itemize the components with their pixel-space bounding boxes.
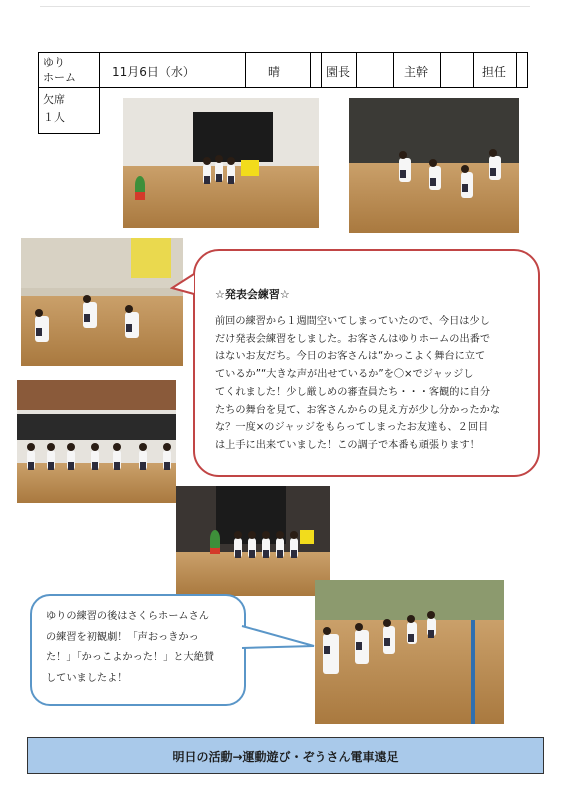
date-text: 11月6日（水） [112,65,195,79]
teacher-label: 担任 [482,65,507,79]
class-name: ゆり ホーム [43,56,76,84]
weather-text: 晴 [268,65,281,79]
weather-cell [245,52,311,88]
photo-seated-audience [315,580,504,724]
photo-audience-kids [349,98,519,233]
next-day-activity-text: 明日の活動→運動遊び・ぞうさん電車遠足 [172,750,399,764]
next-day-activity-bar [27,737,544,774]
bubble2-tail [240,618,320,658]
supervisor-stamp-cell [440,52,474,88]
teacher-label-cell [473,52,517,88]
photo-judging-kids [21,238,183,366]
date-cell [99,52,246,88]
principal-label-cell [321,52,357,88]
absence-cell [38,87,100,134]
class-name-cell [38,52,100,88]
principal-label: 園長 [326,65,351,79]
photo-sakura-stage [176,486,330,596]
photo-hall-wide [17,380,176,503]
principal-stamp-cell [356,52,394,88]
report-title: ☆発表会練習☆ [215,288,290,301]
supervisor-label-cell [393,52,441,88]
bubble1-tail [170,270,200,300]
teacher-stamp-cell [516,52,528,88]
photo-stage-practice [123,98,319,228]
report-body: 前回の練習から１週間空いてしまっていたので、今日は少し だけ発表会練習をしました。お客さんはゆりホームの出番で はないお友だち。今日のお客さんは“かっこよく舞台に立て ているか”“大きな声が出せているか”を〇×でジャッジし てくれました！少し厳しめの審査員たち・・・客観的に自分 たちの舞台を見て、お客さんからの見え方が少し分かったかな な？一度×のジャッジをもらってしまったお友達も、２回目 は上手に出来ていました！この調子で本番も頑張ります！ [215,316,501,451]
absence-text: 欠席 １人 [43,93,65,124]
comment-body: ゆりの練習の後はさくらホームさん の練習を初観劇！「声おっきかっ た！」「かっこよかった！」と大絶賛 していましたよ！ [46,611,215,684]
supervisor-label: 主幹 [404,65,429,79]
top-divider [40,6,530,7]
comment-bubble [30,594,246,706]
practice-report-bubble [193,249,540,477]
